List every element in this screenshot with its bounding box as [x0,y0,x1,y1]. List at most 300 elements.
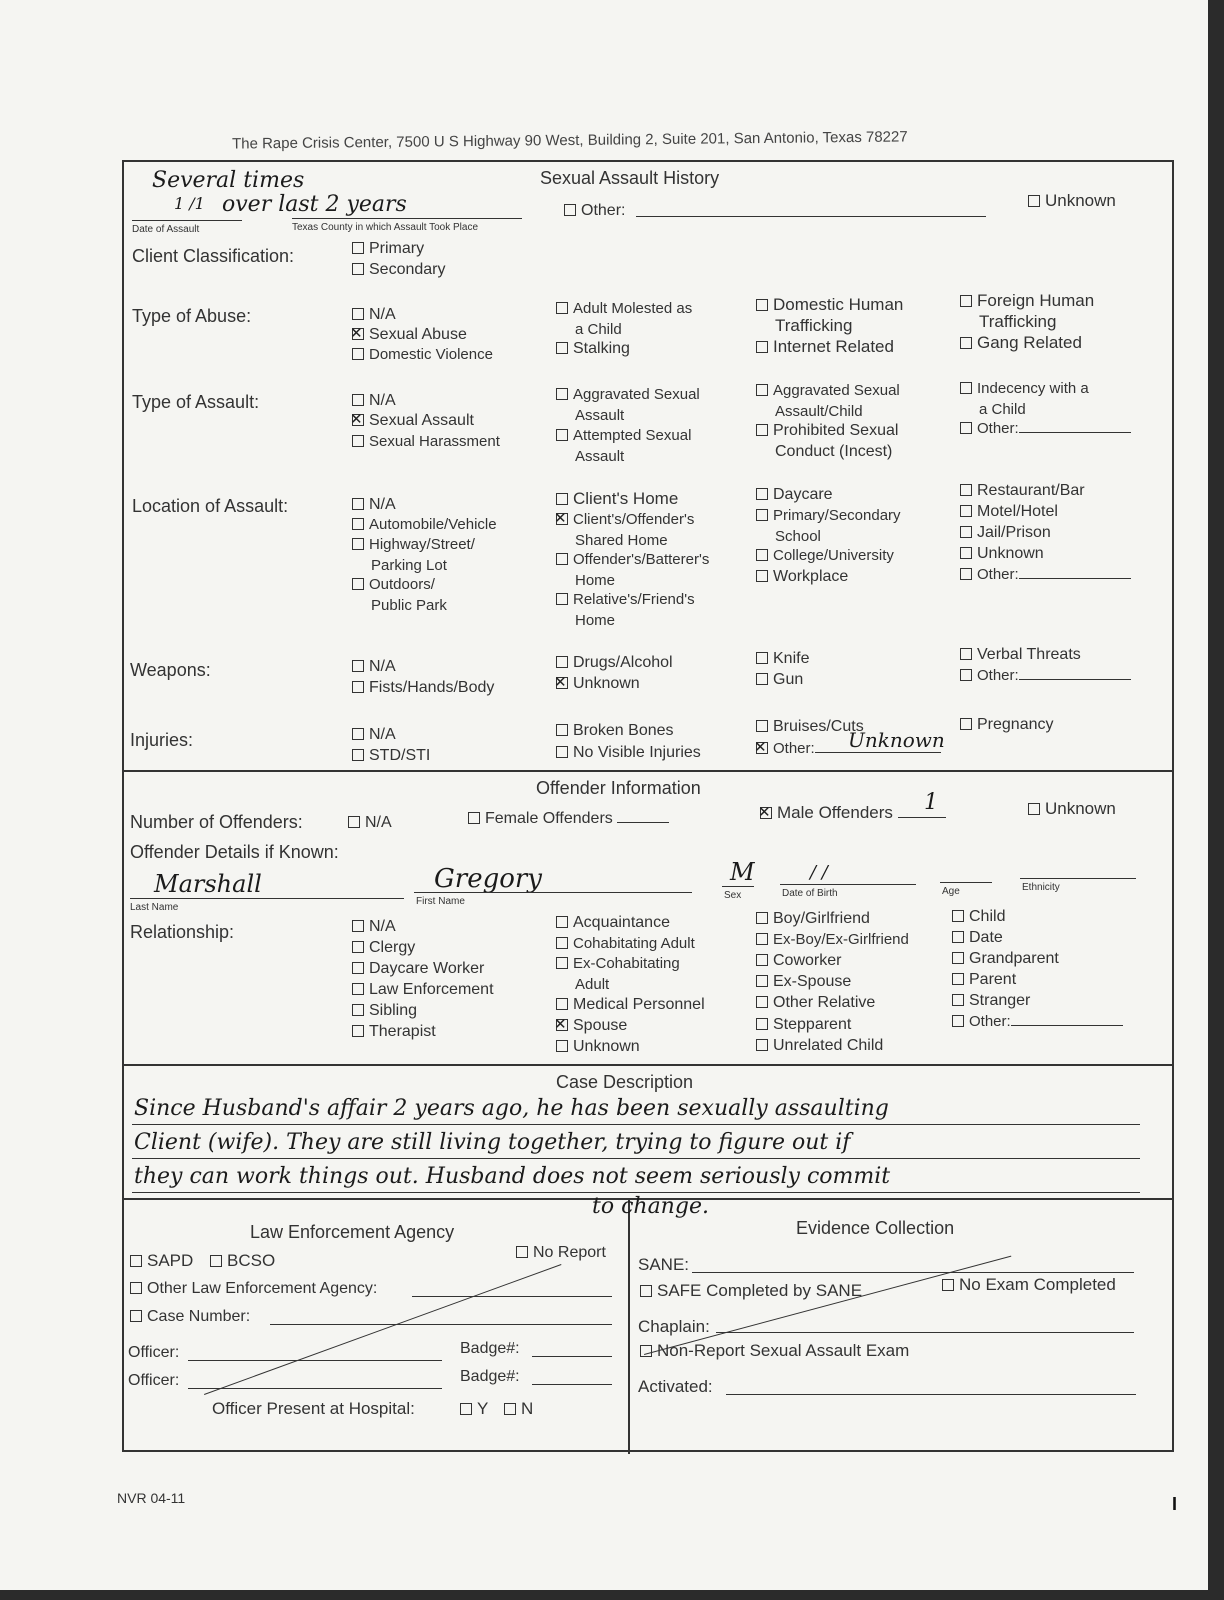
checkbox-icon [556,302,568,314]
checkbox-icon [960,505,972,517]
page-number: I [1172,1494,1178,1514]
option-label: Stepparent [773,1016,852,1033]
rel-parent-checkbox[interactable] [952,969,1016,990]
option-label-cont: Assault [575,407,625,424]
rel-spouse-checkbox[interactable] [556,1015,627,1036]
age-underline [940,882,992,883]
option-label: Gang Related [977,333,1082,352]
case-underline-2 [132,1158,1140,1159]
handwritten-over-last-years: over last 2 years [222,192,407,217]
checkbox-icon [352,920,364,932]
option-label: Aggravated Sexual [573,386,700,403]
checkbox-icon [352,1004,364,1016]
bcso-checkbox[interactable] [210,1250,275,1271]
rel-medical-checkbox[interactable] [556,994,705,1015]
blank-line [898,817,946,818]
injury-no-visible-checkbox[interactable] [556,742,701,763]
option-label-cont: a Child [979,401,1026,418]
weapon-fists-checkbox[interactable] [352,677,494,698]
other-agency-underline [412,1296,612,1297]
checkbox-icon [756,673,768,685]
checkbox-icon [504,1403,516,1415]
blank-line [1019,679,1131,680]
option-label-cont: a Child [575,321,622,338]
checkbox-icon [210,1255,222,1267]
option-label: Fists/Hands/Body [369,679,495,696]
option-label: Stalking [573,340,630,357]
checkbox-icon [556,342,568,354]
case-number-checkbox[interactable] [130,1306,250,1327]
checkbox-icon [352,435,364,447]
rel-na-checkbox[interactable] [352,916,396,937]
rel-cohabitating-checkbox[interactable] [556,933,695,954]
checkbox-icon [952,952,964,964]
option-label: Unknown [573,1038,640,1055]
weapon-verbal-checkbox[interactable] [960,644,1081,665]
abuse-domestic-trafficking-checkbox[interactable] [756,294,903,336]
option-label: Law Enforcement [369,981,494,998]
checkbox-icon [1028,803,1040,815]
option-label: Unrelated Child [773,1037,884,1054]
date-of-assault-label: Date of Assault [132,224,200,235]
abuse-stalking-checkbox[interactable] [556,338,630,359]
rel-child-checkbox[interactable] [952,906,1005,927]
loc-outdoors-checkbox[interactable] [352,574,447,616]
blank-line [1019,578,1131,579]
secondary-checkbox[interactable] [352,259,446,280]
no-report-checkbox[interactable] [516,1242,606,1263]
option-label-cont: Home [575,572,616,589]
loc-college-checkbox[interactable] [756,545,894,566]
primary-checkbox[interactable] [352,238,424,259]
offender-unknown-checkbox[interactable] [1028,798,1116,819]
option-label: Other: [773,740,815,757]
location-label: Location of Assault: [132,496,289,516]
option-label: Other: [969,1013,1011,1030]
option-label: Sexual Assault [369,412,474,429]
checked-box-icon [556,1019,568,1031]
loc-daycare-checkbox[interactable] [756,484,833,505]
checkbox-icon [960,337,972,349]
loc-relatives-home-checkbox[interactable] [556,589,695,631]
blank-line [1019,432,1131,433]
checkbox-icon [952,994,964,1006]
rel-grandparent-checkbox[interactable] [952,948,1059,969]
abuse-domestic-violence-checkbox[interactable] [352,344,493,365]
other-label: Other: [581,202,626,219]
option-label: Case Number: [147,1308,251,1325]
weapon-na-checkbox[interactable] [352,656,396,677]
option-label: Offender's/Batterer's [573,551,710,568]
option-label: Broken Bones [573,722,674,739]
activated-label: Activated: [638,1377,713,1396]
checkbox-icon [556,1040,568,1052]
relationship-label: Relationship: [130,922,235,942]
badge-2-label: Badge#: [460,1368,520,1385]
checkbox-icon [756,384,768,396]
checkbox-icon [556,724,568,736]
rel-sibling-checkbox[interactable] [352,1000,417,1021]
option-label: N/A [369,392,396,409]
option-label: Drugs/Alcohol [573,654,673,671]
option-label: Ex-Boy/Ex-Girlfriend [773,931,909,948]
badge-1-underline [532,1356,612,1357]
option-label: Ex-Cohabitating [573,955,680,972]
option-label: Unknown [573,675,640,692]
last-name-underline [130,898,404,899]
age-label: Age [942,886,960,897]
checkbox-icon [556,937,568,949]
checkbox-icon [556,429,568,441]
option-label-cont: Trafficking [775,316,853,335]
section-title-evidence: Evidence Collection [796,1218,955,1238]
option-label-cont: Adult [575,976,610,993]
other-agency-checkbox[interactable] [130,1278,377,1299]
checkbox-icon [352,348,364,360]
injury-std-checkbox[interactable] [352,745,430,766]
checkbox-icon [756,509,768,521]
handwritten-first-name: Gregory [434,864,542,894]
rel-ex-boyfriend-checkbox[interactable] [756,929,909,950]
rel-therapist-checkbox[interactable] [352,1021,436,1042]
checkbox-icon [516,1246,528,1258]
checkbox-icon [960,568,972,580]
county-underline [292,218,522,219]
checkbox-icon [352,941,364,953]
checkbox-icon [130,1310,142,1322]
checked-box-icon [756,742,768,754]
form-header: The Rape Crisis Center, 7500 U S Highway 90 West, Building 2, Suite 201, San Antonio, Texas 78227 [231,128,908,153]
option-label: Male Offenders [777,803,893,822]
loc-motel-checkbox[interactable] [960,501,1058,522]
option-label: Date [969,929,1003,946]
weapon-unknown-checkbox[interactable] [556,673,640,694]
abuse-na-checkbox[interactable] [352,304,396,325]
assault-prohibited-conduct-checkbox[interactable] [756,420,898,462]
option-label: No Report [533,1244,606,1261]
chaplain-underline [716,1332,1134,1333]
option-label: College/University [773,547,894,564]
rel-other-checkbox[interactable] [952,1011,1123,1032]
assault-sexual-assault-checkbox[interactable] [352,410,474,431]
checkbox-icon [960,526,972,538]
offender-na-checkbox[interactable] [348,812,392,833]
option-label: Child [969,908,1006,925]
checkbox-icon [756,954,768,966]
option-label-cont: Parking Lot [371,557,447,574]
option-label: Relative's/Friend's [573,591,695,608]
handwritten-last-name: Marshall [154,870,262,898]
rel-daycare-checkbox[interactable] [352,958,484,979]
checkbox-icon [556,746,568,758]
option-label: Secondary [369,261,446,278]
option-label: N/A [369,726,396,743]
sapd-checkbox[interactable] [130,1250,193,1271]
loc-jail-checkbox[interactable] [960,522,1051,543]
checkbox-icon [756,975,768,987]
rel-law-enforcement-checkbox[interactable] [352,979,494,1000]
section-title-history: Sexual Assault History [540,168,720,188]
abuse-adult-molested-checkbox[interactable] [556,298,692,340]
option-label: Attempted Sexual [573,427,692,444]
option-label: Foreign Human [977,291,1095,310]
option-label: Medical Personnel [573,996,705,1013]
option-label-cont: Shared Home [575,532,668,549]
checkbox-icon [352,242,364,254]
option-label: Automobile/Vehicle [369,516,497,533]
option-label: Other Law Enforcement Agency: [147,1280,378,1297]
option-label: Verbal Threats [977,646,1081,663]
rel-unrelated-child-checkbox[interactable] [756,1035,883,1056]
present-yes-checkbox[interactable] [460,1398,488,1419]
option-label: Spouse [573,1017,628,1034]
rel-coworker-checkbox[interactable] [756,950,841,971]
checkbox-icon [960,718,972,730]
checkbox-icon [556,593,568,605]
option-label: Domestic Violence [369,346,493,363]
option-label: Gun [773,671,804,688]
abuse-internet-related-checkbox[interactable] [756,336,894,357]
option-label: Internet Related [773,337,894,356]
weapon-knife-checkbox[interactable] [756,648,809,669]
option-label: N/A [369,306,396,323]
rel-date-checkbox[interactable] [952,927,1003,948]
option-label: N/A [369,658,396,675]
rel-unknown-checkbox[interactable] [556,1036,640,1057]
rel-acquaintance-checkbox[interactable] [556,912,670,933]
weapon-gun-checkbox[interactable] [756,669,803,690]
checkbox-icon [352,394,364,406]
option-label: Other: [977,667,1019,684]
checked-box-icon [352,414,364,426]
checkbox-icon [460,1403,472,1415]
option-label: BCSO [227,1251,276,1270]
injury-pregnancy-checkbox[interactable] [960,714,1054,735]
option-label: Sibling [369,1002,418,1019]
option-label: Clergy [369,939,416,956]
number-of-offenders-label: Number of Offenders: [130,812,303,832]
option-label: SAFE Completed by SANE [657,1281,863,1300]
sex-label: Sex [724,890,742,901]
checkbox-icon [756,424,768,436]
first-name-underline [414,892,692,893]
checkbox-icon [352,749,364,761]
abuse-sexual-abuse-checkbox[interactable] [352,324,467,345]
option-label: Client's Home [573,489,679,508]
checkbox-icon [352,308,364,320]
badge-2-underline [532,1384,612,1385]
blank-line [815,752,941,753]
option-label: Stranger [969,992,1031,1009]
sane-label: SANE: [638,1255,690,1274]
checkbox-icon [640,1345,652,1357]
loc-highway-checkbox[interactable] [352,534,475,576]
option-label: Pregnancy [977,716,1054,733]
abuse-gang-related-checkbox[interactable] [960,332,1082,353]
checkbox-icon [352,983,364,995]
loc-unknown-checkbox[interactable] [960,543,1044,564]
checkbox-icon [564,204,576,216]
loc-clients-home-checkbox[interactable] [556,488,678,509]
checkbox-icon [960,547,972,559]
checkbox-icon [1028,195,1040,207]
option-label: N [521,1399,534,1418]
case-underline-3 [132,1192,1140,1193]
checked-box-icon [352,328,364,340]
option-label: Non-Report Sexual Assault Exam [657,1341,910,1360]
loc-na-checkbox[interactable] [352,494,396,515]
option-label: Primary/Secondary [773,507,901,524]
checkbox-icon [556,493,568,505]
assault-indecency-checkbox[interactable] [960,378,1089,420]
checkbox-icon [960,295,972,307]
option-label-cont: Conduct (Incest) [775,443,893,460]
assault-other-checkbox[interactable] [960,418,1131,439]
loc-offenders-home-checkbox[interactable] [556,549,709,591]
divider-case [124,1064,1172,1066]
checked-box-icon [556,513,568,525]
injuries-label: Injuries: [130,730,194,750]
loc-shared-home-checkbox[interactable] [556,509,694,551]
case-line-2: Client (wife). They are still living together, trying to figure out if [134,1130,851,1155]
checkbox-icon [352,263,364,275]
type-of-abuse-label: Type of Abuse: [132,306,252,326]
assault-harassment-checkbox[interactable] [352,431,500,452]
checkbox-icon [130,1282,142,1294]
checkbox-icon [756,1018,768,1030]
dob-underline [780,884,916,885]
case-number-underline [270,1324,612,1325]
divider-vertical [628,1198,630,1454]
rel-ex-cohabitating-checkbox[interactable] [556,953,680,995]
option-label: Highway/Street/ [369,536,475,553]
client-classification-label: Client Classification: [132,246,295,266]
option-label: Parent [969,971,1017,988]
section-title-offender: Offender Information [536,778,701,798]
first-name-label: First Name [416,896,465,907]
option-label: STD/STI [369,747,431,764]
sane-underline [692,1272,1134,1273]
checkbox-icon [556,388,568,400]
unknown-checkbox[interactable] [1028,190,1116,211]
option-label: Cohabitating Adult [573,935,695,952]
male-offenders-checkbox[interactable] [760,802,946,823]
checkbox-icon [952,973,964,985]
option-label: Therapist [369,1023,436,1040]
rel-stranger-checkbox[interactable] [952,990,1030,1011]
option-label-cont: Home [575,612,616,629]
rel-stepparent-checkbox[interactable] [756,1014,851,1035]
checkbox-icon [352,681,364,693]
no-exam-checkbox[interactable] [942,1274,1116,1295]
unknown-label: Unknown [1045,191,1116,210]
type-of-assault-label: Type of Assault: [132,392,260,412]
option-label: Jail/Prison [977,524,1051,541]
option-label: Other: [977,420,1019,437]
rel-ex-spouse-checkbox[interactable] [756,971,851,992]
checkbox-icon [352,518,364,530]
option-label: Ex-Spouse [773,973,852,990]
option-label: Indecency with a [977,380,1089,397]
option-label: Outdoors/ [369,576,435,593]
assault-aggravated-checkbox[interactable] [556,384,700,426]
intake-form [122,160,1174,1452]
option-label: Daycare [773,486,833,503]
option-label: Grandparent [969,950,1059,967]
checkbox-icon [556,656,568,668]
handwritten-male-count: 1 [924,790,938,815]
safe-completed-checkbox[interactable] [640,1280,862,1301]
present-no-checkbox[interactable] [504,1398,533,1419]
female-offenders-checkbox[interactable] [468,808,669,829]
option-label: N/A [369,918,396,935]
weapon-drugs-checkbox[interactable] [556,652,673,673]
checkbox-icon [960,382,972,394]
assault-attempted-checkbox[interactable] [556,425,691,467]
option-label: N/A [369,496,396,513]
checkbox-icon [556,998,568,1010]
officer-1-underline [188,1360,442,1361]
option-label: Domestic Human [773,295,904,314]
option-label: Female Offenders [485,810,613,827]
abuse-foreign-trafficking-checkbox[interactable] [960,290,1094,332]
weapon-other-checkbox[interactable] [960,665,1131,686]
checkbox-icon [756,652,768,664]
loc-automobile-checkbox[interactable] [352,514,497,535]
checkbox-icon [556,553,568,565]
rel-other-relative-checkbox[interactable] [756,992,875,1013]
assault-aggravated-child-checkbox[interactable] [756,380,900,422]
option-label: Other: [977,566,1019,583]
loc-restaurant-checkbox[interactable] [960,480,1085,501]
section-title-law: Law Enforcement Agency [250,1222,455,1242]
divider-offender [124,770,1172,772]
rel-boyfriend-checkbox[interactable] [756,908,870,929]
option-label: N/A [365,814,392,831]
handwritten-sex: M [730,858,755,886]
checkbox-icon [952,910,964,922]
checkbox-icon [352,578,364,590]
loc-other-checkbox[interactable] [960,564,1131,585]
loc-school-checkbox[interactable] [756,505,901,547]
option-label-cont: Trafficking [979,312,1057,331]
checkbox-icon [756,549,768,561]
checked-box-icon [760,807,772,819]
option-label: Client's/Offender's [573,511,695,528]
officer-2-underline [188,1388,442,1389]
handwritten-injury-unknown: Unknown [848,728,945,752]
loc-workplace-checkbox[interactable] [756,566,848,587]
assault-na-checkbox[interactable] [352,390,396,411]
rel-clergy-checkbox[interactable] [352,937,415,958]
checkbox-icon [756,1039,768,1051]
checkbox-icon [960,669,972,681]
blank-line [1011,1025,1123,1026]
badge-1-label: Badge#: [460,1340,520,1357]
case-underline-1 [132,1124,1140,1125]
option-label: Primary [369,240,425,257]
injury-na-checkbox[interactable] [352,724,396,745]
option-label: Acquaintance [573,914,670,931]
injury-broken-bones-checkbox[interactable] [556,720,674,741]
option-label: Daycare Worker [369,960,485,977]
option-label: Adult Molested as [573,300,693,317]
option-label: Bruises/Cuts [773,718,864,735]
handwritten-dob: / / [810,862,828,883]
ethnicity-underline [1020,878,1136,879]
other-checkbox[interactable] [564,200,625,221]
other-underline [636,216,986,217]
